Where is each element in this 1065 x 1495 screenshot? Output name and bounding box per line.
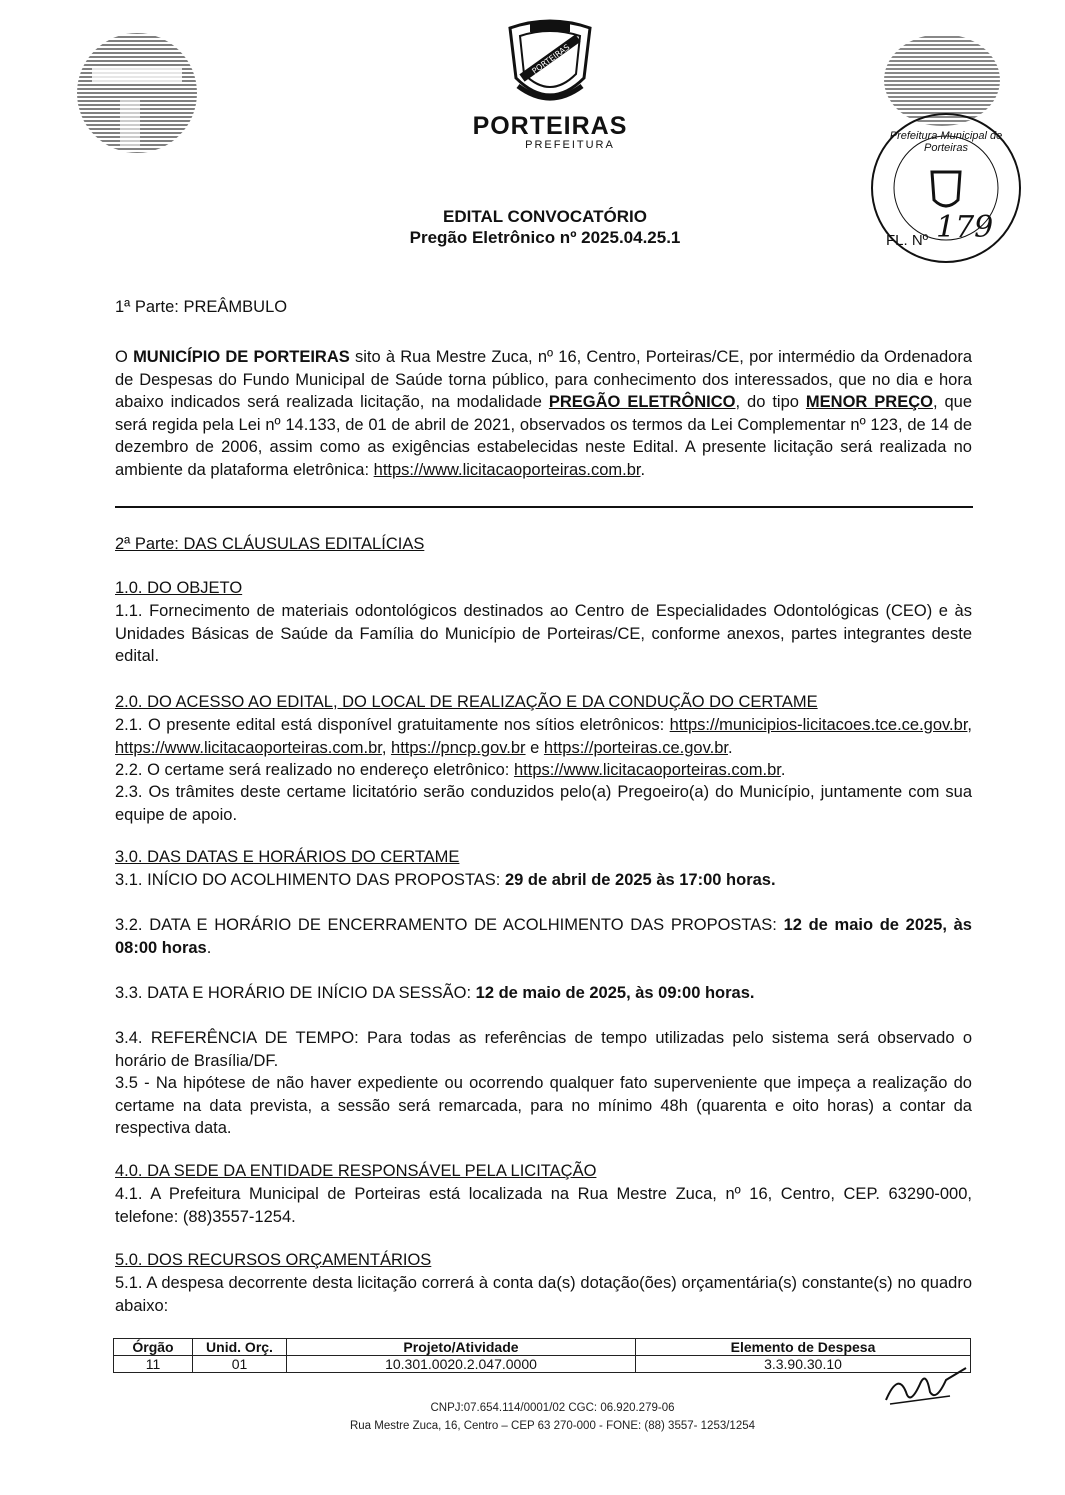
section3-item5: 3.5 - Na hipótese de não haver expediente ou ocorrendo qualquer fato superveniente que impeça a realização do certame na data prevista, a sessão será remarcada, para no mínimo 48h (quarenta e oito horas) a contar da respectiva data. — [115, 1074, 972, 1137]
part1-heading: 1ª Parte: PREÂMBULO — [115, 298, 288, 316]
folio-stamp — [866, 108, 1026, 268]
cell-projeto: 10.301.0020.2.047.0000 — [287, 1356, 636, 1373]
col-orgao: Órgão — [114, 1339, 193, 1356]
link-tce[interactable]: https://municipios-licitacoes.tce.ce.gov.br — [669, 716, 968, 734]
section1-text: 1.1. Fornecimento de materiais odontológicos destinados ao Centro de Especialidades Odontológicas (CEO) e às Unidades Básicas de Saúde da Família do Município de Porteiras/CE, conforme anexos, partes integrantes deste edital. — [115, 602, 972, 665]
table-row — [114, 1356, 971, 1373]
document-title: EDITAL CONVOCATÓRIO — [443, 207, 647, 226]
footer-registration: CNPJ:07.654.114/0001/02 CGC: 06.920.279-06 — [430, 1402, 675, 1414]
section3-heading: 3.0. DAS DATAS E HORÁRIOS DO CERTAME — [115, 848, 460, 866]
section3-item1: 3.1. INÍCIO DO ACOLHIMENTO DAS PROPOSTAS: 29 de abril de 2025 às 17:00 horas. — [115, 871, 776, 889]
section-divider — [115, 506, 973, 508]
crest-text: PORTEIRAS — [530, 42, 572, 76]
footer-address: Rua Mestre Zuca, 16, Centro – CEP 63 270-000 - FONE: (88) 3557- 1253/1254 — [349, 1420, 756, 1432]
section2-item3: 2.3. Os trâmites deste certame licitatório serão conduzidos pelo(a) Pregoeiro(a) do Município, juntamente com sua equipe de apoio. — [115, 783, 972, 824]
section3-item4: 3.4. REFERÊNCIA DE TEMPO: Para todas as referências de tempo utilizadas pelo sistema será observado o horário de Brasília/DF. — [115, 1029, 972, 1070]
link-pncp[interactable]: https://pncp.gov.br — [391, 738, 526, 757]
folio-number: 179 — [936, 210, 994, 245]
stamp-text: Prefeitura Municipal de Porteiras — [889, 130, 1003, 154]
col-elemento: Elemento de Despesa — [636, 1339, 971, 1356]
municipal-crest — [500, 16, 600, 108]
section3-item2: 3.2. DATA E HORÁRIO DE ENCERRAMENTO DE ACOLHIMENTO DAS PROPOSTAS: 12 de maio de 2025, às 08:00 horas. — [115, 916, 972, 957]
link-licitacao[interactable]: https://www.licitacaoporteiras.com.br — [115, 738, 382, 757]
col-projeto: Projeto/Atividade — [287, 1339, 636, 1356]
section2-item1: 2.1. O presente edital está disponível gratuitamente nos sítios eletrônicos: https://municipios-licitacoes.tce.ce.gov.br, https://www.licitacaoporteiras.com.br, https://pncp.gov.br e https://porteiras.ce.gov.br. — [115, 716, 972, 757]
link-porteiras[interactable]: https://porteiras.ce.gov.br — [543, 738, 728, 757]
section4-heading: 4.0. DA SEDE DA ENTIDADE RESPONSÁVEL PELA LICITAÇÃO — [115, 1162, 597, 1180]
section5-text: 5.1. A despesa decorrente desta licitação correrá à conta da(s) dotação(ões) orçamentária(s) constante(s) no quadro abaixo: — [115, 1274, 972, 1315]
platform-link[interactable]: https://www.licitacaoporteiras.com.br — [373, 460, 641, 479]
budget-table — [113, 1338, 971, 1373]
part2-heading: 2ª Parte: DAS CLÁUSULAS EDITALÍCIAS — [115, 535, 425, 553]
link-certame[interactable]: https://www.licitacaoporteiras.com.br — [513, 761, 781, 779]
document-subtitle: Pregão Eletrônico nº 2025.04.25.1 — [409, 228, 681, 247]
logo-subtitle: PREFEITURA — [525, 139, 615, 151]
cell-unidade: 01 — [193, 1356, 287, 1373]
logo-name: PORTEIRAS — [472, 112, 628, 140]
section3-item3: 3.3. DATA E HORÁRIO DE INÍCIO DA SESSÃO: 12 de maio de 2025, às 09:00 horas. — [115, 984, 755, 1002]
col-unidade: Unid. Orç. — [193, 1339, 287, 1356]
folio-label: FL. Nº — [886, 232, 929, 249]
section1-heading: 1.0. DO OBJETO — [115, 579, 243, 597]
section2-heading: 2.0. DO ACESSO AO EDITAL, DO LOCAL DE REALIZAÇÃO E DA CONDUÇÃO DO CERTAME — [115, 693, 818, 711]
left-seal — [72, 28, 202, 158]
section4-text: 4.1. A Prefeitura Municipal de Porteiras está localizada na Rua Mestre Zuca, nº 16, Centro, CEP. 63290-000, telefone: (88)3557-1254. — [115, 1185, 972, 1226]
cell-orgao: 11 — [114, 1356, 193, 1373]
preamble-paragraph: O MUNICÍPIO DE PORTEIRAS sito à Rua Mestre Zuca, nº 16, Centro, Porteiras/CE, por intermédio da Ordenadora de Despesas do Fundo Municipal de Saúde torna público, para conhecimento dos interessados, que no dia e hora abaixo indicados será realizada licitação, na modalidade PREGÃO ELETRÔNICO, do tipo MENOR PREÇO, que será regida pela Lei nº 14.133, de 01 de abril de 2021, observados os termos da Lei Complementar nº 123, de 14 de dezembro de 2006, assim como as exigências estabelecidas neste Edital. A presente licitação será realizada no ambiente da plataforma eletrônica: https://www.licitacaoporteiras.com.br. — [115, 348, 973, 479]
budget-table-header — [114, 1339, 971, 1356]
section5-heading: 5.0. DOS RECURSOS ORÇAMENTÁRIOS — [115, 1251, 432, 1269]
cell-elemento: 3.3.90.30.10 — [636, 1356, 971, 1373]
section2-item2: 2.2. O certame será realizado no endereço eletrônico: https://www.licitacaoporteiras.com.br. — [115, 761, 786, 779]
